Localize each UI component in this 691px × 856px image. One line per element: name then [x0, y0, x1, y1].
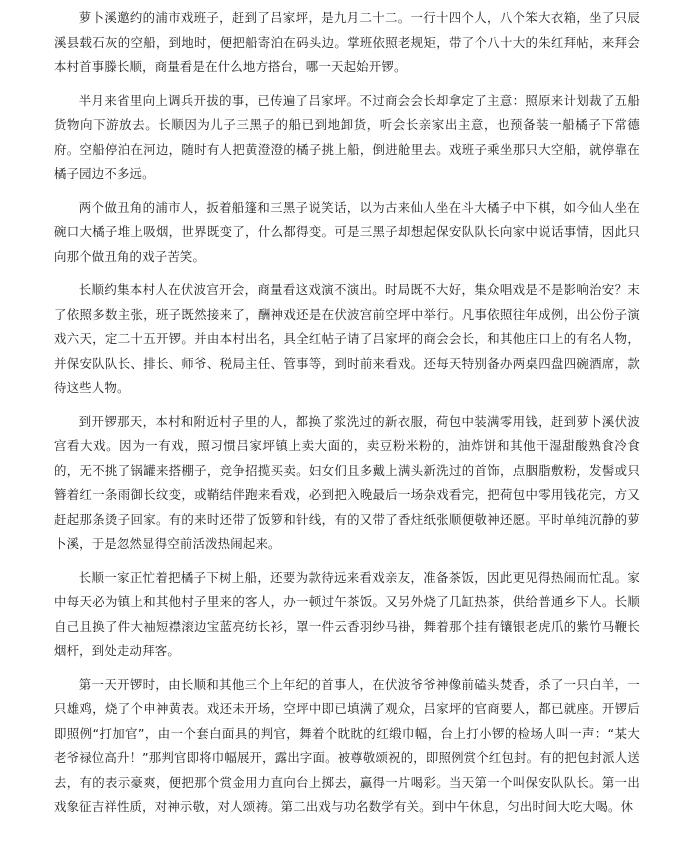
paragraph-2: 半月来省里向上调兵开拔的事，已传遍了吕家坪。不过商会会长却拿定了主意：照原来计划裁了五船货物向下游放去。长顺因为儿子三黑子的船已到地卸货，听会长亲家出主意，也预备装一船橘子下常德府。空船停泊在河边，随时有人把黄澄澄的橘子挑上船，倒进舱里去。戏班子乘坐那只大空船，就停靠在橘子园边不多远。: [54, 92, 640, 181]
paragraph-6: 长顺一家正忙着把橘子下树上船，还要为款待远来看戏亲友，准备茶饭，因此更见得热闹而忙乱。家中每天必为镇上和其他村子里来的客人，办一顿过午茶饭。又另外烧了几缸热茶，供给普通乡下人。长顺自己且换了件大袖短襟滚边宝蓝亮纺长衫，罩一件云香羽纱马褂，舞着那个挂有镶银老虎爪的紫竹马鞭长烟杆，到处走动拜客。: [54, 569, 640, 658]
paragraph-3: 两个做丑角的浦市人，扳着船篷和三黑子说笑话，以为古来仙人坐在斗大橘子中下棋，如今仙人坐在碗口大橘子堆上吸烟，世界既变了，什么都得变。可是三黑子却想起保安队队长向家中说话事情，因此只向那个做丑角的戏子苦笑。: [54, 199, 640, 264]
paragraph-5: 到开锣那天，本村和附近村子里的人，都换了浆洗过的新衣服，荷包中装满零用钱，赶到萝卜溪伏波宫看大戏。因为一有戏，照习惯吕家坪镇上卖大面的，卖豆粉米粉的，油炸饼和其他干湿甜酸熟食冷食的，无不挑了锅罐来搭棚子，竞争招揽买卖。妇女们且多戴上满头新洗过的首饰，点胭脂敷粉，发髻或只簪着红一条雨御长纹变，或鞘结伴跑来看戏，必到把入晚最后一场杂戏看完，把荷包中零用钱花完，方又赶起那条烫子回家。有的来时还带了饭箩和针线，有的又带了香炷纸张顺便敬神还愿。平时单纯沉静的萝卜溪，于是忽然显得空前活泼热闹起来。: [54, 413, 640, 551]
article-body: [54, 6, 640, 829]
paragraph-4: 长顺约集本村人在伏波宫开会，商量看这戏演不演出。时局既不大好，集众唱戏是不是影响治安？末了依照多数主张，班子既然接来了，酬神戏还是在伏波宫前空坪中举行。凡事依照往年成例，出公份子演戏六天，定二十五开锣。并由本村出名，具全红帖子请了吕家坪的商会会长，和其他庄口上的有名人物，并保安队队长、排长、师爷、税局主任、管事等，到时前来看戏。还每天特别备办两桌四盘四碗酒席，款待这些人物。: [54, 282, 640, 395]
paragraph-1: 萝卜溪邀约的浦市戏班子，赶到了吕家坪，是九月二十二。一行十四个人，八个笨大衣箱，坐了只辰溪县载石灰的空船，到地时，便把船寄泊在码头边。掌班依照老规矩，带了个八十大的朱红拜帖，来拜会本村首事滕长顺，商量看是在什么地方搭台，哪一天起始开锣。: [54, 10, 640, 74]
paragraph-7: 第一天开锣时，由长顺和其他三个上年纪的首事人，在伏波爷爷神像前磕头焚香，杀了一只白羊，一只雄鸡，烧了个申神黄表。戏还未开场，空坪中即已填满了观众，吕家坪的官商要人，都已就座。开锣后即照例“打加官”，由一个套白面具的判官，舞着个眈眈的红缎巾幅，台上打小锣的检场人叫一声：“某大老爷禄位高升！”那判官即将巾幅展开，露出字面。被尊敬颂祝的，即照例赏个红包封。有的把包封派人送去，有的表示豪爽，便把那个赏金用力直向台上掷去，赢得一片喝彩。当天第一个叫保安队队长。第一出戏象征吉祥性质，对神示敬，对人颂祷。第二出戏与功名数学有关。到中午休息，匀出时间大吃大喝。休: [54, 676, 640, 814]
